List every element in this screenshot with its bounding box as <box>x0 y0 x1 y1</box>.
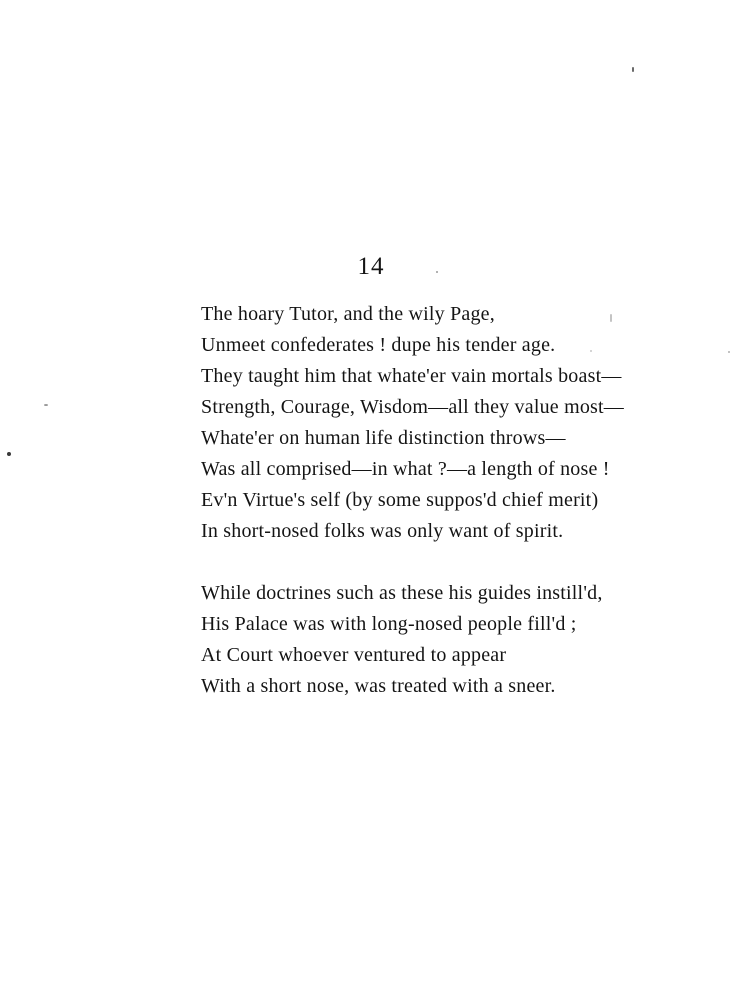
stanza-2 <box>201 578 603 702</box>
verse-line: The hoary Tutor, and the wily Page, <box>201 303 495 325</box>
print-speck <box>436 271 438 273</box>
verse-line: In short-nosed folks was only want of spirit. <box>201 520 564 542</box>
print-speck <box>7 452 11 456</box>
verse-line: Ev'n Virtue's self (by some suppos'd chief merit) <box>201 489 599 511</box>
verse-line: At Court whoever ventured to appear <box>201 644 507 666</box>
verse-line: They taught him that whate'er vain mortals boast— <box>201 365 622 387</box>
print-speck <box>728 351 730 353</box>
page-number: 14 <box>357 253 385 280</box>
print-speck <box>632 67 634 72</box>
verse-line: His Palace was with long-nosed people fill'd ; <box>201 613 577 635</box>
verse-line: Unmeet confederates ! dupe his tender age. <box>201 334 556 356</box>
verse-line: While doctrines such as these his guides instill'd, <box>201 582 603 604</box>
verse-line: Was all comprised—in what ?—a length of nose ! <box>201 458 610 480</box>
verse-line: Strength, Courage, Wisdom—all they value most— <box>201 396 624 418</box>
verse-line: Whate'er on human life distinction throws— <box>201 427 566 449</box>
stanza-1 <box>201 299 624 547</box>
print-speck <box>44 404 48 406</box>
print-speck <box>590 350 592 352</box>
print-speck <box>610 314 612 322</box>
verse-line: With a short nose, was treated with a sneer. <box>201 675 556 697</box>
